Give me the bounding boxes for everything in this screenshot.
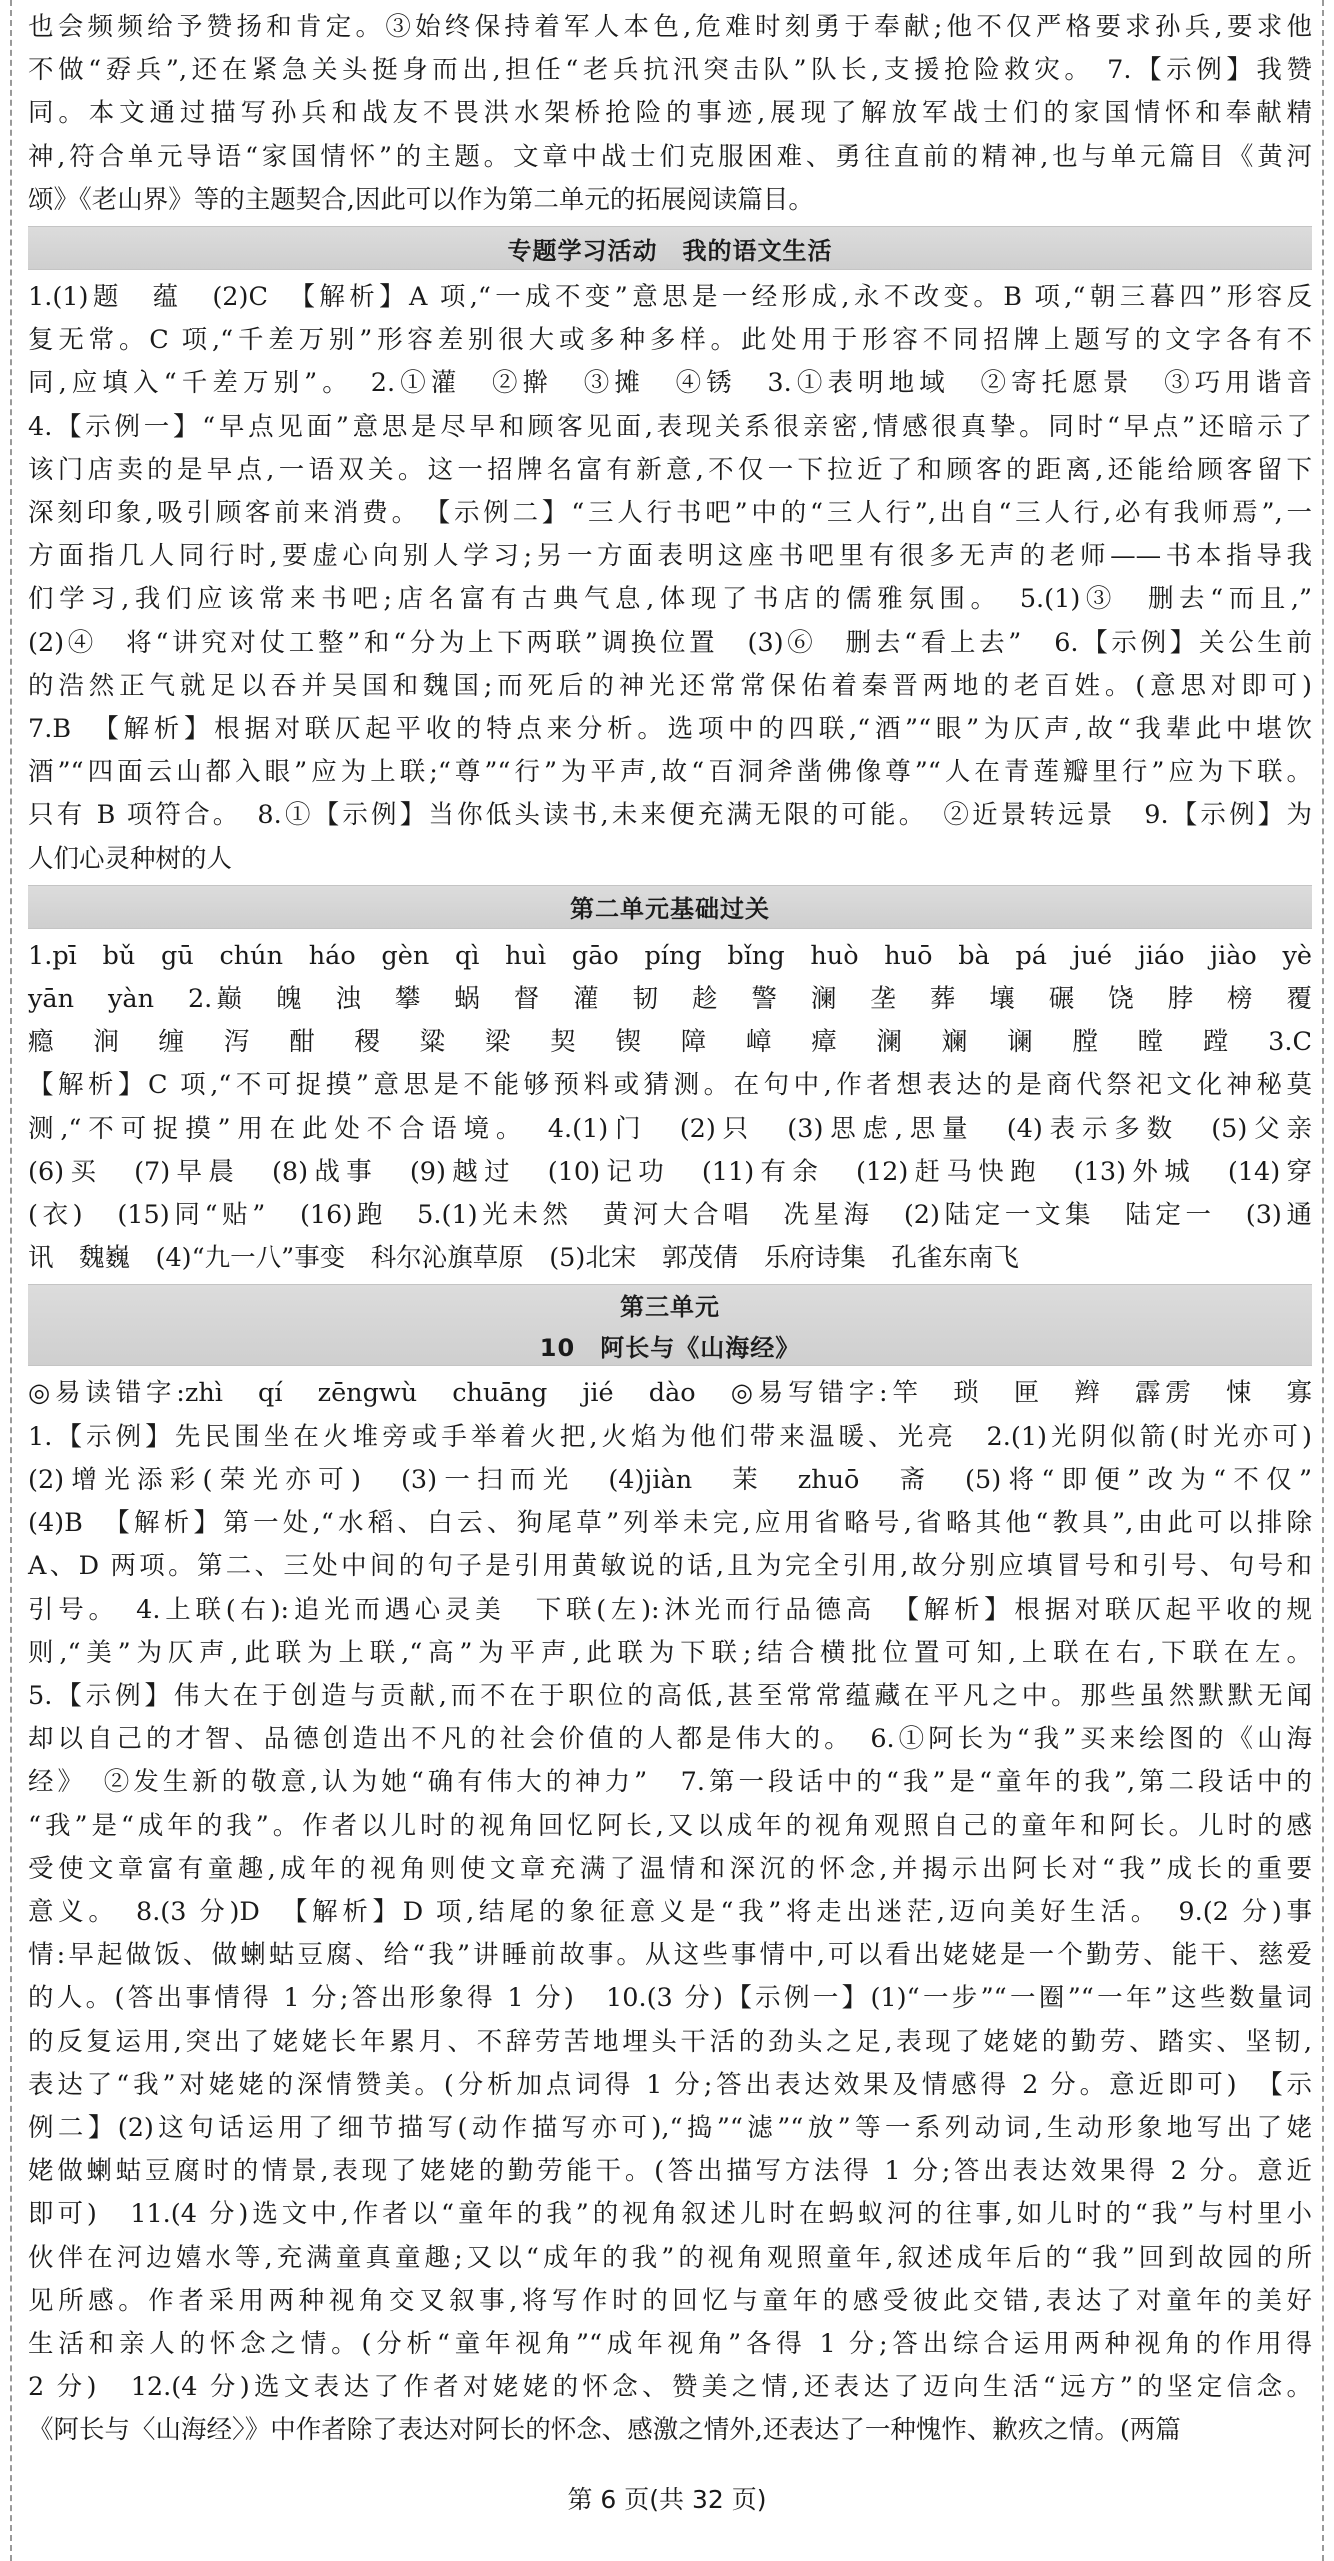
text-line: 的浩然正气就足以吞并吴国和魏国;而死后的神光还常常保佑着秦晋两地的老百姓。(意思对即可) xyxy=(28,670,1312,701)
text-line: 生活和亲人的怀念之情。(分析“童年视角”“成年视角”各得 1 分;答出综合运用两种视角的作用得 xyxy=(28,2328,1312,2359)
unit3-answer-block xyxy=(28,1372,1312,2452)
text-line: 的反复运用,突出了姥姥长年累月、不辞劳苦地埋头干活的劲头之足,表现了姥姥的勤劳、踏实、坚韧, xyxy=(28,2026,1312,2057)
text-line: yān yàn 2.巅 魄 浊 攀 蜗 督 灌 韧 趁 警 澜 垄 葬 壤 碾 饶 脖 榜 覆 xyxy=(28,984,1312,1015)
text-line: (2)④ 将“讲究对仗工整”和“分为上下两联”调换位置 (3)⑥ 删去“看上去” 6.【示例】关公生前 xyxy=(28,627,1312,658)
text-line: 《阿长与〈山海经〉》中作者除了表达对阿长的怀念、感激之情外,还表达了一种愧怍、歉疚之情。(两篇 xyxy=(28,2415,1181,2446)
text-line: 4.【示例一】“早点见面”意思是尽早和顾客见面,表现关系很亲密,情感很真挚。同时“早点”还暗示了 xyxy=(28,411,1312,442)
text-line: 受使文章富有童趣,成年的视角则使文章充满了温情和深沉的怀念,并揭示出阿长对“我”成长的重要 xyxy=(28,1853,1312,1884)
text-line: 的人。(答出事情得 1 分;答出形象得 1 分) 10.(3 分)【示例一】(1)“一步”“一圈”“一年”这些数量词 xyxy=(28,1983,1312,2014)
text-line: 1.(1)题 蕴 (2)C 【解析】A 项,“一成不变”意思是一经形成,永不改变。B 项,“朝三暮四”形容反 xyxy=(28,282,1312,313)
text-line: 深刻印象,吸引顾客前来消费。 【示例二】“三人行书吧”中的“三人行”,出自“三人行,必有我师焉”,一 xyxy=(28,498,1312,529)
text-line: 5.【示例】伟大在于创造与贡献,而不在于职位的高低,甚至常常蕴藏在平凡之中。那些虽然默默无闻 xyxy=(28,1680,1312,1711)
section-title: 第三单元 xyxy=(620,1293,720,1322)
text-line: 即可) 11.(4 分)选文中,作者以“童年的我”的视角叙述儿时在蚂蚁河的往事,如儿时的“我”与村里小 xyxy=(28,2199,1312,2230)
section-title: 第二单元基础过关 xyxy=(570,895,770,924)
section-title: 专题学习活动 我的语文生活 xyxy=(507,236,833,265)
text-line: 却以自己的才智、品德创造出不凡的社会价值的人都是伟大的。 6.①阿长为“我”买来绘图的《山海 xyxy=(28,1724,1312,1755)
text-line: (2)增光添彩(荣光亦可) (3)一扫而光 (4)jiàn 茉 zhuō 斋 (5)将“即便”改为“不仅” xyxy=(28,1464,1312,1495)
text-line: 该门店卖的是早点,一语双关。这一招牌名富有新意,不仅一下拉近了和顾客的距离,还能给顾客留下 xyxy=(28,454,1312,485)
text-line: 2 分) 12.(4 分)选文表达了作者对姥姥的怀念、赞美之情,还表达了迈向生活“远方”的坚定信念。 xyxy=(28,2372,1312,2403)
text-line: 7.B 【解析】根据对联仄起平收的特点来分析。选项中的四联,“酒”“眼”为仄声,故“我辈此中堪饮 xyxy=(28,714,1312,745)
text-line: 们学习,我们应该常来书吧;店名富有古典气息,体现了书店的儒雅氛围。 5.(1)③ 删去“而且,” xyxy=(28,584,1312,615)
text-line: 经》 ②发生新的敬意,认为她“确有伟大的神力” 7.第一段话中的“我”是“童年的我”,第二段话中的 xyxy=(28,1767,1312,1798)
text-line: 方面指几人同行时,要虚心向别人学习;另一方面表明这座书吧里有很多无声的老师——书本指导我 xyxy=(28,541,1312,572)
text-line: 见所感。作者采用两种视角交叉叙事,将写作时的回忆与童年的感受彼此交错,表达了对童年的美好 xyxy=(28,2285,1312,2316)
text-line: 1.【示例】先民围坐在火堆旁或手举着火把,火焰为他们带来温暖、光亮 2.(1)光阴似箭(时光亦可) xyxy=(28,1421,1312,1452)
text-line: 情:早起做饭、做蝲蛄豆腐、给“我”讲睡前故事。从这些事情中,可以看出姥姥是一个勤劳、能干、慈爱 xyxy=(28,1940,1312,1971)
text-line: 复无常。C 项,“千差万别”形容差别很大或多种多样。此处用于形容不同招牌上题写的文字各有不 xyxy=(28,325,1312,356)
text-line: 伙伴在河边嬉水等,充满童真童趣;又以“成年的我”的视角观照童年,叙述成年后的“我”回到故园的所 xyxy=(28,2242,1312,2273)
text-line: (6)买 (7)早晨 (8)战事 (9)越过 (10)记功 (11)有余 (12)赶马快跑 (13)外城 (14)穿 xyxy=(28,1156,1312,1187)
left-margin-dashed-line xyxy=(10,0,12,2561)
text-line: 神,符合单元导语“家国情怀”的主题。文章中战士们克服困难、勇往直前的精神,也与单元篇目《黄河 xyxy=(28,141,1312,172)
text-line: 姥做蝲蛄豆腐时的情景,表现了姥姥的勤劳能干。(答出描写方法得 1 分;答出表达效果得 2 分。意近 xyxy=(28,2156,1312,2187)
text-line: 例二】(2)这句话运用了细节描写(动作描写亦可),“捣”“滤”“放”等一系列动词,生动形象地写出了姥 xyxy=(28,2112,1312,2143)
text-line: 颂》《老山界》等的主题契合,因此可以作为第二单元的拓展阅读篇目。 xyxy=(28,184,814,215)
text-line: 引号。 4.上联(右):追光而遇心灵美 下联(左):沐光而行品德高 【解析】根据对联仄起平收的规 xyxy=(28,1594,1312,1625)
right-margin-dashed-line xyxy=(1322,0,1324,2561)
text-line: 讯 魏巍 (4)“九一八”事变 科尔沁旗草原 (5)北宋 郭茂倩 乐府诗集 孔雀东南飞 xyxy=(28,1243,1019,1274)
text-line: 瘾 涧 缠 泻 酣 稷 粱 梁 契 锲 障 嶂 瘴 澜 斓 谰 膛 瞠 蹚 3.C xyxy=(28,1027,1312,1058)
activity-answer-block xyxy=(28,276,1312,881)
text-line: 也会频频给予赞扬和肯定。③始终保持着军人本色,危难时刻勇于奉献;他不仅严格要求孙兵,要求他 xyxy=(28,12,1312,42)
text-line: 1.pī bǔ gū chún háo gèn qì huì gāo píng bǐng huò huō bà pá jué jiáo jiào yè xyxy=(28,940,1312,971)
answer-page xyxy=(28,6,1312,2453)
lesson-title: 10 阿长与《山海经》 xyxy=(539,1334,801,1363)
section-header-unit2 xyxy=(28,885,1312,929)
text-line: A、D 两项。第二、三处中间的句子是引用黄敏说的话,且为完全引用,故分别应填冒号和引号、句号和 xyxy=(28,1551,1312,1582)
text-line: 同,应填入“千差万别”。 2.①灌 ②擀 ③摊 ④锈 3.①表明地域 ②寄托愿景 ③巧用谐音 xyxy=(28,368,1312,399)
text-line: “我”是“成年的我”。作者以儿时的视角回忆阿长,又以成年的视角观照自己的童年和阿长。儿时的感 xyxy=(28,1810,1312,1841)
text-line: 则,“美”为仄声,此联为上联,“高”为平声,此联为下联;结合横批位置可知,上联在右,下联在左。 xyxy=(28,1637,1312,1668)
text-line: 表达了“我”对姥姥的深情赞美。(分析加点词得 1 分;答出表达效果及情感得 2 分。意近即可) 【示 xyxy=(28,2069,1312,2100)
unit2-answer-block xyxy=(28,935,1312,1281)
text-line: 【解析】C 项,“不可捉摸”意思是不能够预料或猜测。在句中,作者想表达的是商代祭祀文化神秘莫 xyxy=(28,1070,1312,1101)
text-line: 酒”“四面云山都入眼”应为上联;“尊”“行”为平声,故“百洞斧凿佛像尊”“人在青莲瓣里行”应为下联。 xyxy=(28,757,1312,788)
text-line: 只有 B 项符合。 8.①【示例】当你低头读书,未来便充满无限的可能。 ②近景转远景 9.【示例】为 xyxy=(28,800,1312,831)
text-line: 同。本文通过描写孙兵和战友不畏洪水架桥抢险的事迹,展现了解放军战士们的家国情怀和奉献精 xyxy=(28,98,1312,129)
text-line: 意义。 8.(3 分)D 【解析】D 项,结尾的象征意义是“我”将走出迷茫,迈向美好生活。 9.(2 分)事 xyxy=(28,1896,1312,1927)
page-number-footer: 第 6 页(共 32 页) xyxy=(567,2485,767,2514)
section-header-unit3 xyxy=(28,1284,1312,1366)
section-header-activity xyxy=(28,226,1312,270)
text-line: ◎易读错字:zhì qí zēngwù chuāng jié dào ◎易写错字:竿 琐 匣 辫 霹雳 悚 寡 xyxy=(28,1378,1312,1409)
text-line: (4)B 【解析】第一处,“水稻、白云、狗尾草”列举未完,应用省略号,省略其他“教具”,由此可以排除 xyxy=(28,1508,1312,1539)
previous-unit-answer-block xyxy=(28,6,1312,222)
text-line: 不做“孬兵”,还在紧急关头挺身而出,担任“老兵抗汛突击队”队长,支援抢险救灾。 7.【示例】我赞 xyxy=(28,55,1312,86)
text-line: (衣) (15)同“贴” (16)跑 5.(1)光未然 黄河大合唱 冼星海 (2)陆定一文集 陆定一 (3)通 xyxy=(28,1200,1312,1231)
text-line: 测,“不可捉摸”用在此处不合语境。 4.(1)门 (2)只 (3)思虑,思量 (4)表示多数 (5)父亲 xyxy=(28,1113,1312,1144)
text-line: 人们心灵种树的人 xyxy=(28,843,233,874)
